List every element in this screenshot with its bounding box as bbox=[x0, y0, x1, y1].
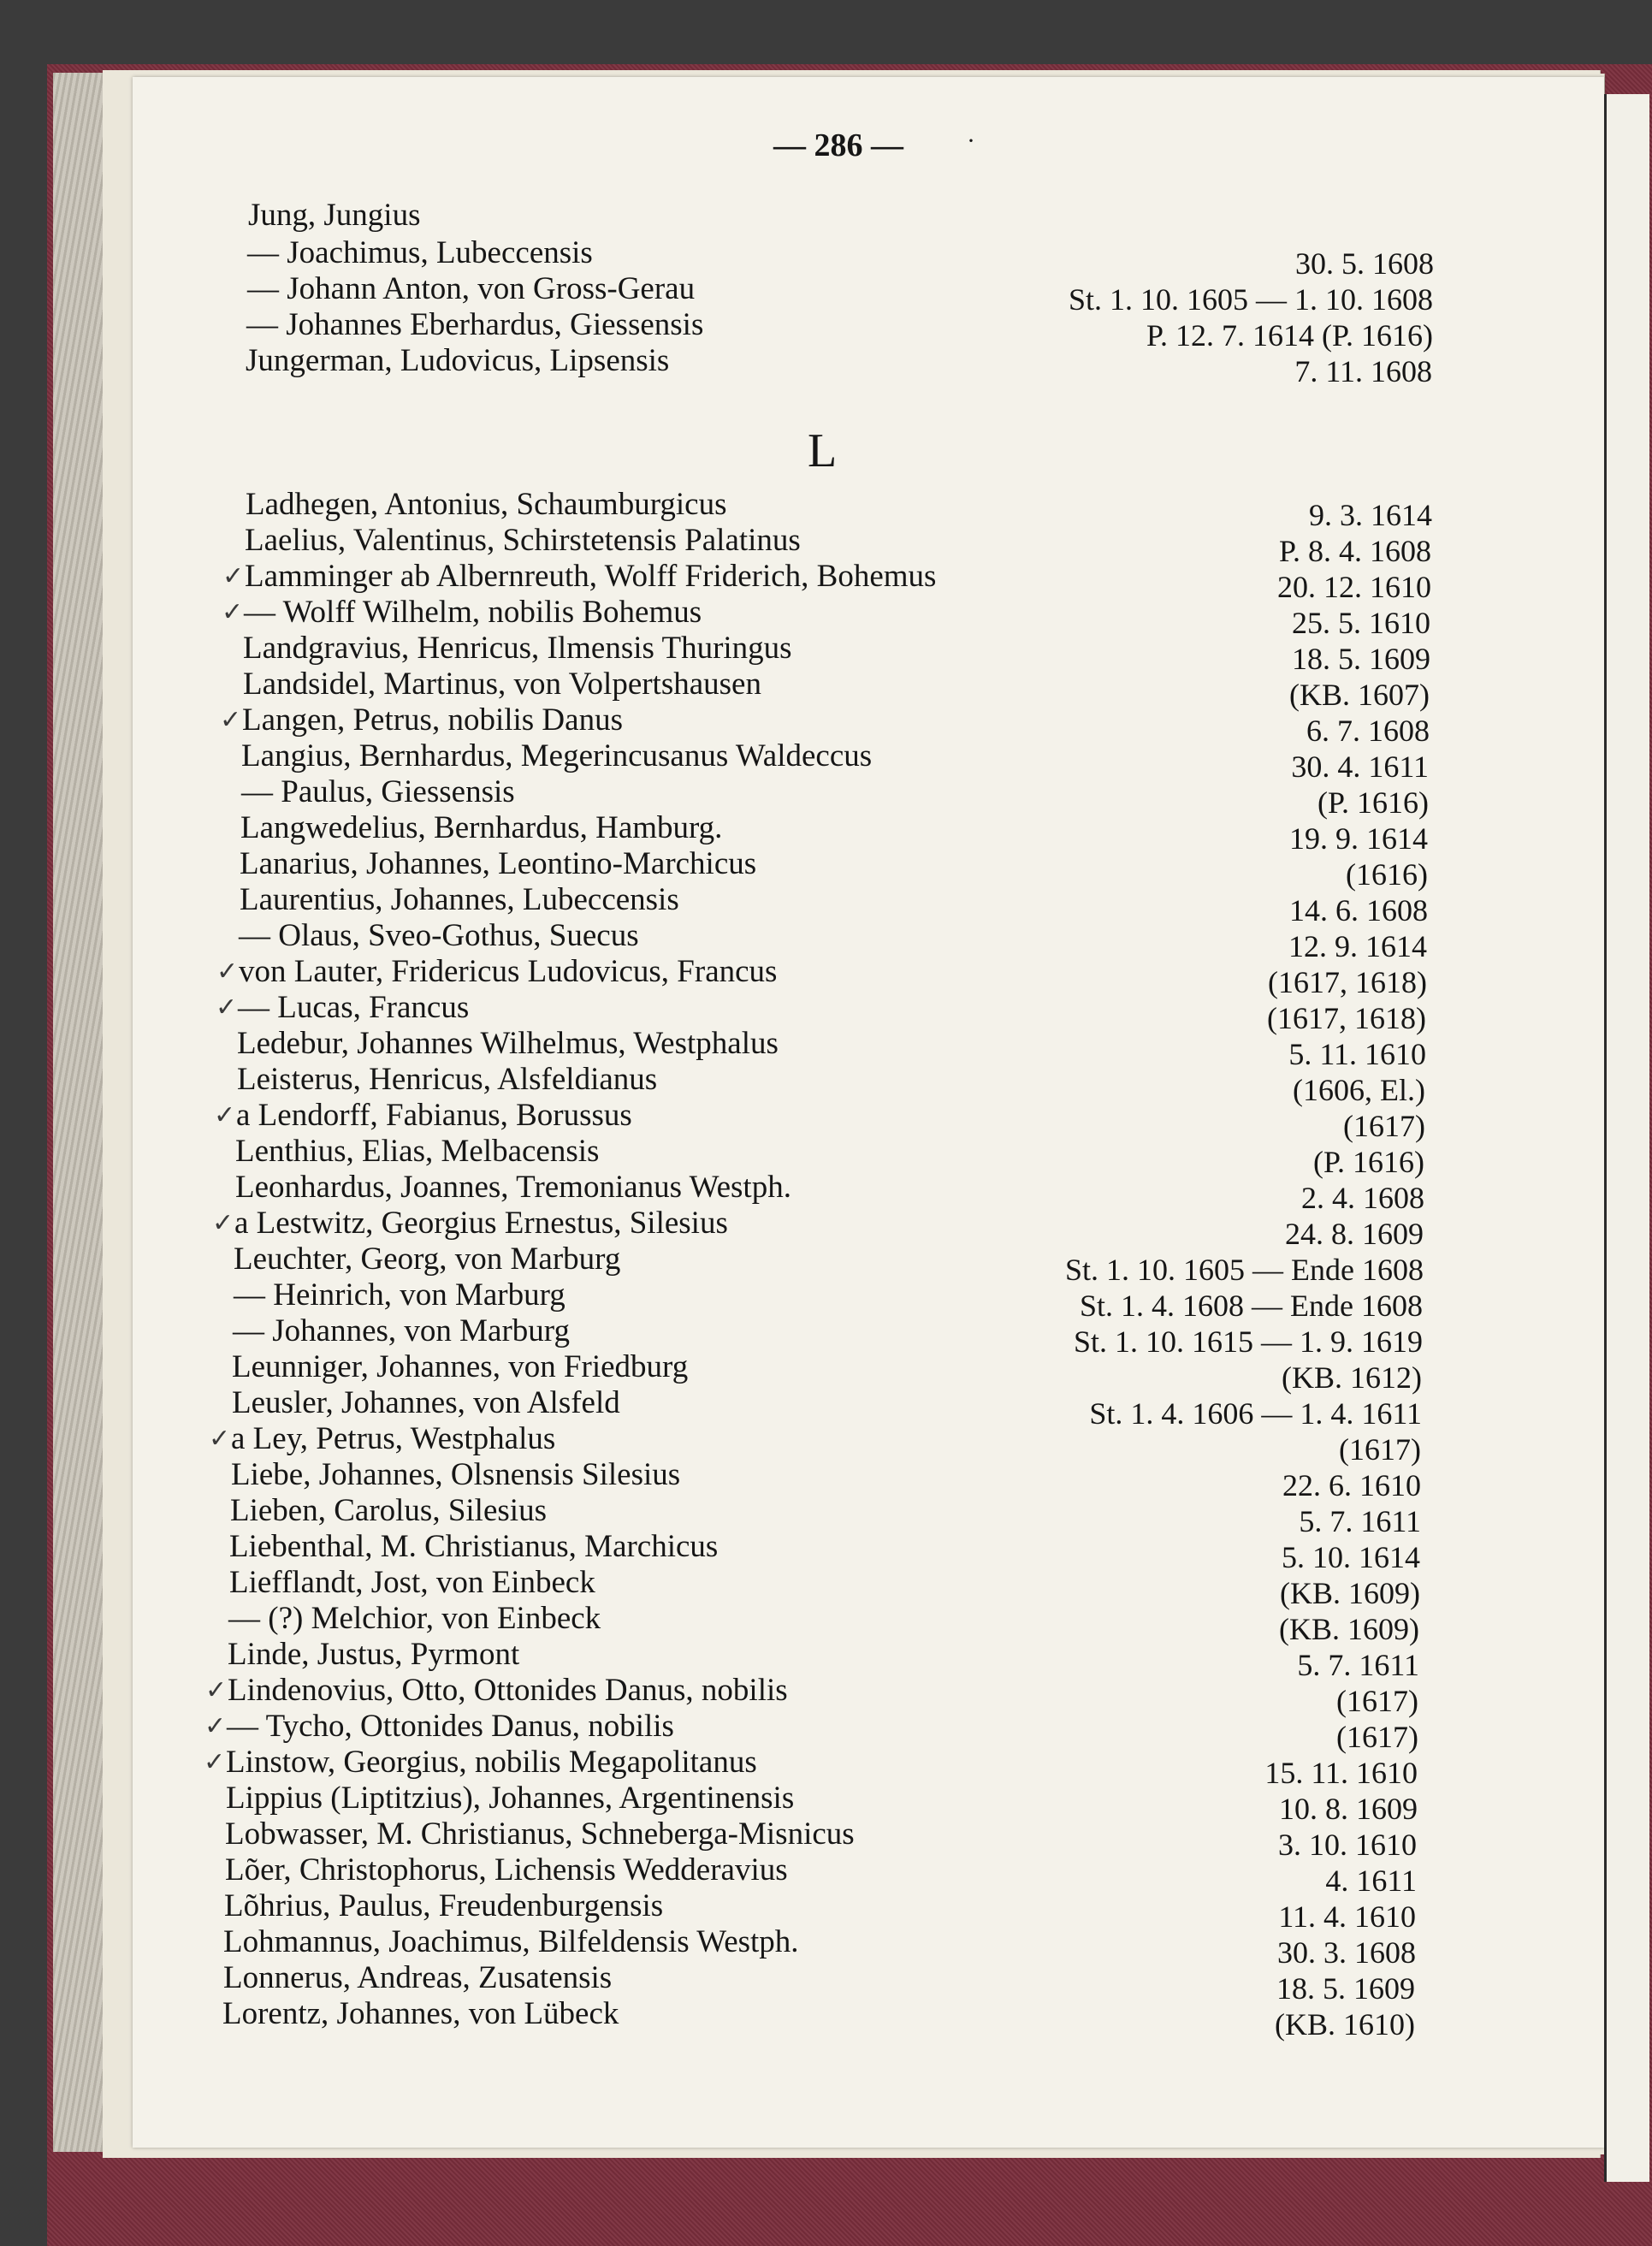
check-mark: ✓ bbox=[205, 1675, 228, 1705]
register-entry: Lonnerus, Andreas, Zusatensis bbox=[223, 1960, 613, 1995]
register-entry: Leonhardus, Joannes, Tremonianus Westph. bbox=[235, 1170, 791, 1205]
register-entry: Leusler, Johannes, von Alsfeld bbox=[232, 1385, 620, 1420]
entry-date: 2. 4. 1608 bbox=[1301, 1181, 1424, 1215]
entry-date: (P. 1616) bbox=[1317, 785, 1429, 820]
register-entry: — Heinrich, von Marburg bbox=[234, 1277, 565, 1313]
entry-date: (P. 1616) bbox=[1312, 1145, 1424, 1179]
section-letter: L bbox=[808, 424, 838, 477]
register-entry: — Olaus, Sveo-Gothus, Suecus bbox=[239, 918, 639, 953]
register-entry: — (?) Melchior, von Einbeck bbox=[228, 1601, 601, 1636]
entry-date: (1617) bbox=[1339, 1432, 1421, 1467]
register-entry: Jungerman, Ludovicus, Lipsensis bbox=[246, 343, 670, 378]
entry-date: 5. 10. 1614 bbox=[1282, 1540, 1420, 1574]
entry-date: 5. 7. 1611 bbox=[1299, 1504, 1421, 1538]
register-entry: Langen, Petrus, nobilis Danus bbox=[242, 702, 623, 738]
entry-date: 9. 3. 1614 bbox=[1309, 498, 1432, 532]
register-entry: Lanarius, Johannes, Leontino-Marchicus bbox=[240, 846, 757, 881]
register-entry: — Wolff Wilhelm, nobilis Bohemus bbox=[244, 595, 702, 630]
register-entry: Jung, Jungius bbox=[248, 198, 421, 233]
register-entry: Landgravius, Henricus, Ilmensis Thuringus bbox=[243, 631, 792, 666]
check-mark: ✓ bbox=[222, 597, 244, 627]
entry-date: (1617, 1618) bbox=[1267, 1001, 1426, 1035]
check-mark: ✓ bbox=[212, 1208, 234, 1238]
register-entry: — Johannes Eberhardus, Giessensis bbox=[246, 307, 704, 342]
register-entry: Leunniger, Johannes, von Friedburg bbox=[232, 1349, 689, 1384]
register-entry: — Paulus, Giessensis bbox=[241, 774, 515, 809]
entry-date: St. 1. 4. 1606 — 1. 4. 1611 bbox=[1089, 1396, 1422, 1431]
stray-dot: · bbox=[967, 127, 975, 155]
entry-date: P. 12. 7. 1614 (P. 1616) bbox=[1146, 318, 1433, 353]
entry-date: 15. 11. 1610 bbox=[1264, 1756, 1418, 1790]
register-entry: Liebe, Johannes, Olsnensis Silesius bbox=[231, 1457, 681, 1492]
entry-date: 18. 5. 1609 bbox=[1292, 642, 1430, 676]
entry-date: (KB. 1612) bbox=[1282, 1360, 1422, 1395]
entry-date: (1616) bbox=[1346, 857, 1428, 892]
entry-date: 7. 11. 1608 bbox=[1294, 354, 1432, 388]
entry-date: (KB. 1609) bbox=[1279, 1612, 1419, 1646]
register-entry: Liefflandt, Jost, von Einbeck bbox=[229, 1565, 595, 1600]
register-entry: Leuchter, Georg, von Marburg bbox=[234, 1242, 621, 1277]
entry-date: 5. 11. 1610 bbox=[1288, 1037, 1426, 1071]
register-entry: — Tycho, Ottonides Danus, nobilis bbox=[227, 1709, 674, 1744]
register-entry: a Lendorff, Fabianus, Borussus bbox=[236, 1098, 632, 1133]
register-entry: Langius, Bernhardus, Megerincusanus Waldeccus bbox=[241, 738, 873, 773]
register-entry: Lieben, Carolus, Silesius bbox=[230, 1493, 547, 1528]
entry-date: 30. 3. 1608 bbox=[1277, 1935, 1416, 1970]
entry-date: 6. 7. 1608 bbox=[1306, 714, 1430, 748]
register-entry: Lippius (Liptitzius), Johannes, Argentinensis bbox=[226, 1781, 795, 1816]
entry-date: 4. 1611 bbox=[1325, 1864, 1417, 1898]
entry-date: 30. 4. 1611 bbox=[1291, 750, 1429, 784]
entry-date: (KB. 1607) bbox=[1289, 678, 1430, 712]
entry-date: 19. 9. 1614 bbox=[1289, 821, 1428, 856]
entry-date: 20. 12. 1610 bbox=[1277, 570, 1431, 604]
entry-date: P. 8. 4. 1608 bbox=[1278, 534, 1431, 568]
register-entry: — Joachimus, Lubeccensis bbox=[247, 235, 593, 270]
entry-date: 24. 8. 1609 bbox=[1285, 1217, 1424, 1251]
entry-date: (1617) bbox=[1343, 1109, 1425, 1143]
entry-date: 18. 5. 1609 bbox=[1276, 1971, 1415, 2006]
register-entry: Laelius, Valentinus, Schirstetensis Palatinus bbox=[245, 523, 801, 558]
register-entry: Lamminger ab Albernreuth, Wolff Friderich, Bohemus bbox=[245, 559, 937, 594]
check-mark: ✓ bbox=[209, 1424, 231, 1454]
entry-date: 12. 9. 1614 bbox=[1288, 929, 1427, 963]
register-entry: Lorentz, Johannes, von Lübeck bbox=[222, 1996, 619, 2031]
register-entry: Ledebur, Johannes Wilhelmus, Westphalus bbox=[237, 1026, 779, 1061]
register-entry: Langwedelius, Bernhardus, Hamburg. bbox=[240, 810, 723, 845]
register-entry: von Lauter, Fridericus Ludovicus, Francus bbox=[239, 954, 778, 989]
register-entry: Lobwasser, M. Christianus, Schneberga-Misnicus bbox=[225, 1816, 855, 1852]
check-mark: ✓ bbox=[204, 1747, 226, 1777]
register-entry: Linstow, Georgius, nobilis Megapolitanus bbox=[226, 1745, 757, 1780]
register-entry: Laurentius, Johannes, Lubeccensis bbox=[240, 882, 679, 917]
register-entry: Lenthius, Elias, Melbacensis bbox=[235, 1134, 600, 1169]
entry-date: St. 1. 10. 1605 — 1. 10. 1608 bbox=[1068, 282, 1433, 317]
entry-date: 22. 6. 1610 bbox=[1282, 1468, 1421, 1502]
register-entry: a Lestwitz, Georgius Ernestus, Silesius bbox=[234, 1206, 728, 1241]
entry-date: (1617, 1618) bbox=[1268, 965, 1427, 999]
check-mark: ✓ bbox=[214, 1100, 236, 1130]
entry-date: (1617) bbox=[1336, 1720, 1418, 1754]
check-mark: ✓ bbox=[204, 1711, 227, 1741]
page-number: — 286 — bbox=[773, 127, 903, 163]
register-entry: a Ley, Petrus, Westphalus bbox=[231, 1421, 556, 1456]
entry-date: (KB. 1610) bbox=[1275, 2007, 1415, 2042]
register-entry: — Lucas, Francus bbox=[238, 990, 470, 1025]
register-entry: Lõhrius, Paulus, Freudenburgensis bbox=[224, 1888, 664, 1923]
check-mark: ✓ bbox=[220, 705, 242, 735]
entry-date: 30. 5. 1608 bbox=[1295, 246, 1434, 281]
check-mark: ✓ bbox=[222, 561, 245, 591]
register-entry: Lõer, Christophorus, Lichensis Wedderavius bbox=[225, 1852, 788, 1887]
register-entry: Lohmannus, Joachimus, Bilfeldensis Westph. bbox=[223, 1924, 799, 1959]
entry-date: St. 1. 10. 1605 — Ende 1608 bbox=[1065, 1253, 1424, 1287]
register-entry: Linde, Justus, Pyrmont bbox=[228, 1637, 520, 1672]
check-mark: ✓ bbox=[216, 993, 238, 1022]
register-entry: Liebenthal, M. Christianus, Marchicus bbox=[229, 1529, 719, 1564]
register-entry: Lindenovius, Otto, Ottonides Danus, nobilis bbox=[228, 1673, 788, 1708]
register-entry: Ladhegen, Antonius, Schaumburgicus bbox=[246, 487, 727, 522]
entry-date: 3. 10. 1610 bbox=[1278, 1828, 1417, 1862]
entry-date: (1617) bbox=[1336, 1684, 1418, 1718]
register-entry: — Johann Anton, von Gross-Gerau bbox=[247, 271, 696, 306]
entry-date: (1606, El.) bbox=[1293, 1073, 1425, 1107]
entry-date: 10. 8. 1609 bbox=[1279, 1792, 1418, 1826]
entry-date: 25. 5. 1610 bbox=[1292, 606, 1430, 640]
register-entry: Landsidel, Martinus, von Volpertshausen bbox=[243, 667, 761, 702]
entry-date: St. 1. 4. 1608 — Ende 1608 bbox=[1080, 1289, 1423, 1323]
entry-date: (KB. 1609) bbox=[1280, 1576, 1420, 1610]
entry-date: 14. 6. 1608 bbox=[1289, 893, 1428, 927]
register-entry: — Johannes, von Marburg bbox=[233, 1313, 570, 1348]
entry-date: 11. 4. 1610 bbox=[1278, 1899, 1416, 1934]
entry-date: 5. 7. 1611 bbox=[1297, 1648, 1419, 1682]
check-mark: ✓ bbox=[216, 957, 239, 987]
entry-date: St. 1. 10. 1615 — 1. 9. 1619 bbox=[1073, 1324, 1423, 1359]
register-entry: Leisterus, Henricus, Alsfeldianus bbox=[237, 1062, 658, 1097]
